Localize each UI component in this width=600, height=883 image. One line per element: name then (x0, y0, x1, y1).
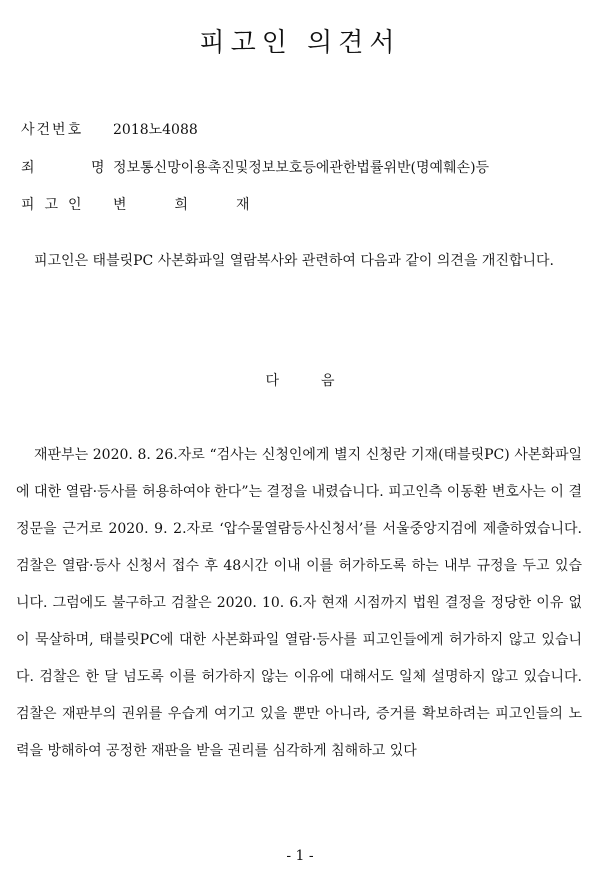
case-number-label: 사건번호 (21, 122, 84, 138)
case-number-row (21, 117, 198, 143)
charge-value: 정보통신망이용촉진및정보보호등에관한법률위반(명예훼손)등 (113, 160, 490, 176)
body-paragraph: 재판부는 2020. 8. 26.자로 “검사는 신청인에게 별지 신청란 기재(태블릿PC) 사본화파일에 대한 열람·등사를 허용하여야 한다”는 결정을 내렸습니다. 피고인측 이동환 변호사는 이 결정문을 근거로 2020. 9. 2.자로 ‘압수물열람등사신청서’를 서울중앙지검에 제출하였습니다. 검찰은 열람·등사 신청서 접수 후 48시간 이내 이를 허가하도록 하는 내부 규정을 두고 있습니다. 그럼에도 불구하고 검찰은 2020. 10. 6.자 현재 시점까지 법원 결정을 정당한 이유 없이 묵살하며, 태블릿PC에 대한 사본화파일 열람·등사를 피고인들에게 허가하지 않고 있습니다. 검찰은 한 달 넘도록 이를 허가하지 않는 이유에 대해서도 일체 설명하지 않고 있습니다. 검찰은 재판부의 권위를 우습게 여기고 있을 뿐만 아니라, 증거를 확보하려는 피고인들의 노력을 방해하여 공정한 재판을 받을 권리를 심각하게 침해하고 있다 (16, 447, 582, 759)
page-title: 피고인 의견서 (199, 28, 401, 58)
defendant-row (21, 192, 298, 218)
charge-row (21, 155, 489, 181)
page-number: - 1 - (286, 848, 314, 864)
charge-label: 죄 명 (21, 160, 131, 176)
case-number-value: 2018노4088 (113, 122, 198, 138)
intro-paragraph: 피고인은 태블릿PC 사본화파일 열람복사와 관련하여 다음과 같이 의견을 개진합니다. (34, 253, 554, 269)
defendant-value: 변희재 (113, 197, 298, 213)
defendant-label: 피고인 (21, 197, 92, 213)
section-heading: 다음 (265, 373, 377, 389)
